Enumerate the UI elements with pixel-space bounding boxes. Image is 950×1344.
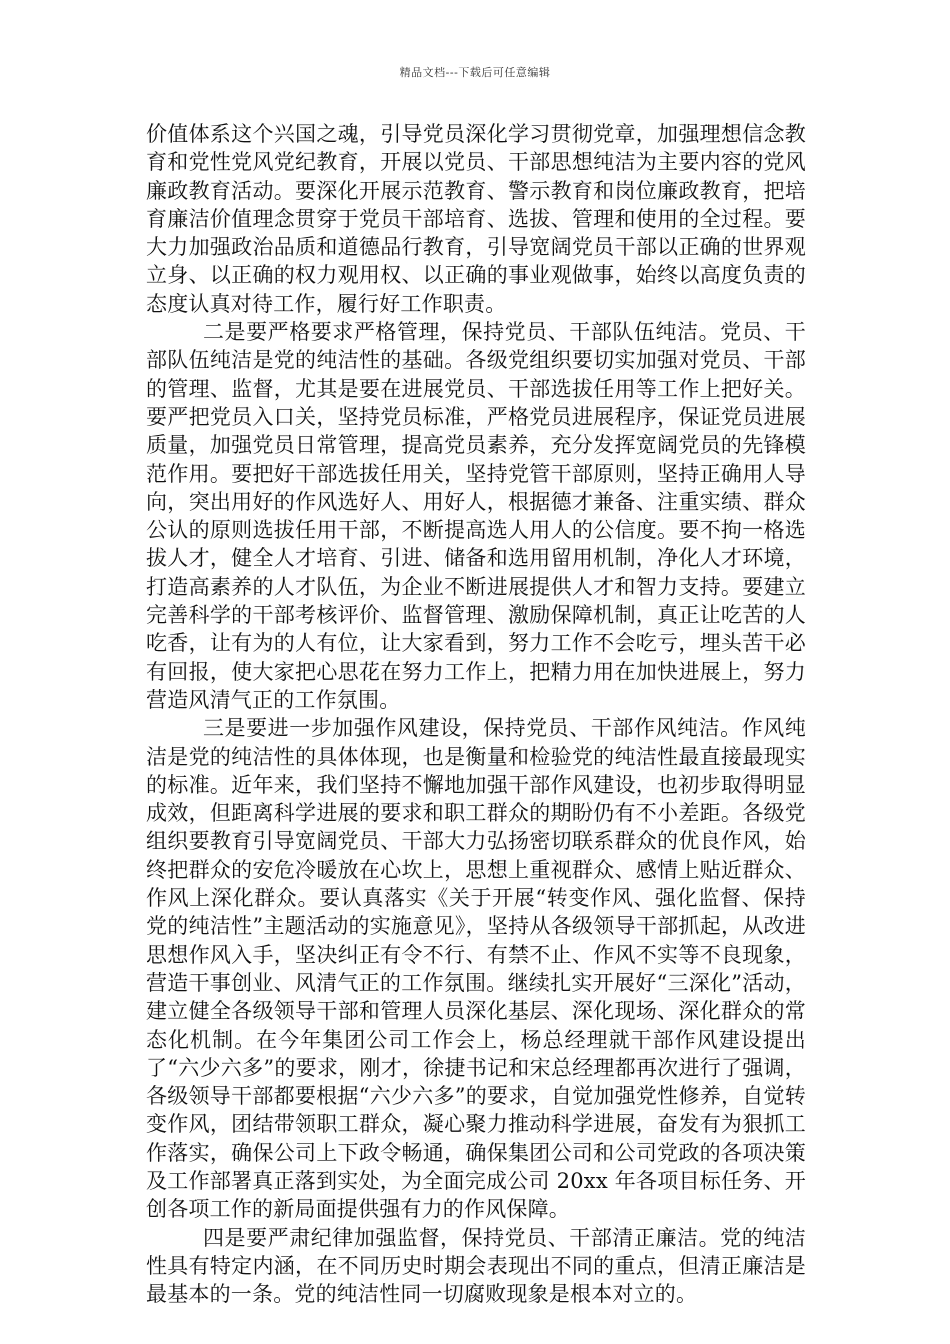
document-body: [146, 120, 806, 1308]
paragraph-point-two: 二是要严格要求严格管理，保持党员、干部队伍纯洁。党员、干部队伍纯洁是党的纯洁性的基础。各级党组织要切实加强对党员、干部的管理、监督，尤其是要在进展党员、干部选拔任用等工作上把好关。要严把党员入口关，坚持党员标准，严格党员进展程序，保证党员进展质量，加强党员日常管理，提高党员素养，充分发挥宽阔党员的先锋模范作用。要把好干部选拔任用关，坚持党管干部原则，坚持正确用人导向，突出用好的作风选好人、用好人，根据德才兼备、注重实绩、群众公认的原则选拔任用干部，不断提高选人用人的公信度。要不拘一格选拔人才，健全人才培育、引进、储备和选用留用机制，净化人才环境，打造高素养的人才队伍，为企业不断进展提供人才和智力支持。要建立完善科学的干部考核评价、监督管理、激励保障机制，真正让吃苦的人吃香，让有为的人有位，让大家看到，努力工作不会吃亏，埋头苦干必有回报，使大家把心思花在努力工作上，把精力用在加快进展上，努力营造风清气正的工作氛围。: [146, 320, 806, 712]
paragraph-point-four: 四是要严肃纪律加强监督，保持党员、干部清正廉洁。党的纯洁性具有特定内涵，在不同历史时期会表现出不同的重点，但清正廉洁是最基本的一条。党的纯洁性同一切腐败现象是根本对立的。: [146, 1225, 806, 1307]
paragraph-continued: 价值体系这个兴国之魂，引导党员深化学习贯彻党章，加强理想信念教育和党性党风党纪教育，开展以党员、干部思想纯洁为主要内容的党风廉政教育活动。要深化开展示范教育、警示教育和岗位廉政教育，把培育廉洁价值理念贯穿于党员干部培育、选拔、管理和使用的全过程。要大力加强政治品质和道德品行教育，引导宽阔党员干部以正确的世界观立身、以正确的权力观用权、以正确的事业观做事，始终以高度负责的态度认真对待工作，履行好工作职责。: [146, 122, 806, 316]
page-header: 精品文档---下载后可任意编辑: [399, 66, 551, 79]
paragraph-point-three: 三是要进一步加强作风建设，保持党员、干部作风纯洁。作风纯洁是党的纯洁性的具体体现，也是衡量和检验党的纯洁性最直接最现实的标准。近年来，我们坚持不懈地加强干部作风建设，也初步取得明显成效，但距离科学进展的要求和职工群众的期盼仍有不小差距。各级党组织要教育引导宽阔党员、干部大力弘扬密切联系群众的优良作风，始终把群众的安危冷暖放在心坎上，思想上重视群众、感情上贴近群众、作风上深化群众。要认真落实《关于开展“转变作风、强化监督、保持党的纯洁性”主题活动的实施意见》，坚持从各级领导干部抓起，从改进思想作风入手，坚决纠正有令不行、有禁不止、作风不实等不良现象，营造干事创业、风清气正的工作氛围。继续扎实开展好“三深化”活动，建立健全各级领导干部和管理人员深化基层、深化现场、深化群众的常态化机制。在今年集团公司工作会上，杨总经理就干部作风建设提出了“六少六多”的要求，刚才，徐捷书记和宋总经理都再次进行了强调，各级领导干部都要根据“六少六多”的要求，自觉加强党性修养，自觉转变作风，团结带领职工群众，凝心聚力推动科学进展，奋发有为狠抓工作落实，确保公司上下政令畅通，确保集团公司和公司党政的各项决策及工作部署真正落到实处，为全面完成公司 20xx 年各项目标任务、开创各项工作的新局面提供强有力的作风保障。: [146, 716, 806, 1222]
